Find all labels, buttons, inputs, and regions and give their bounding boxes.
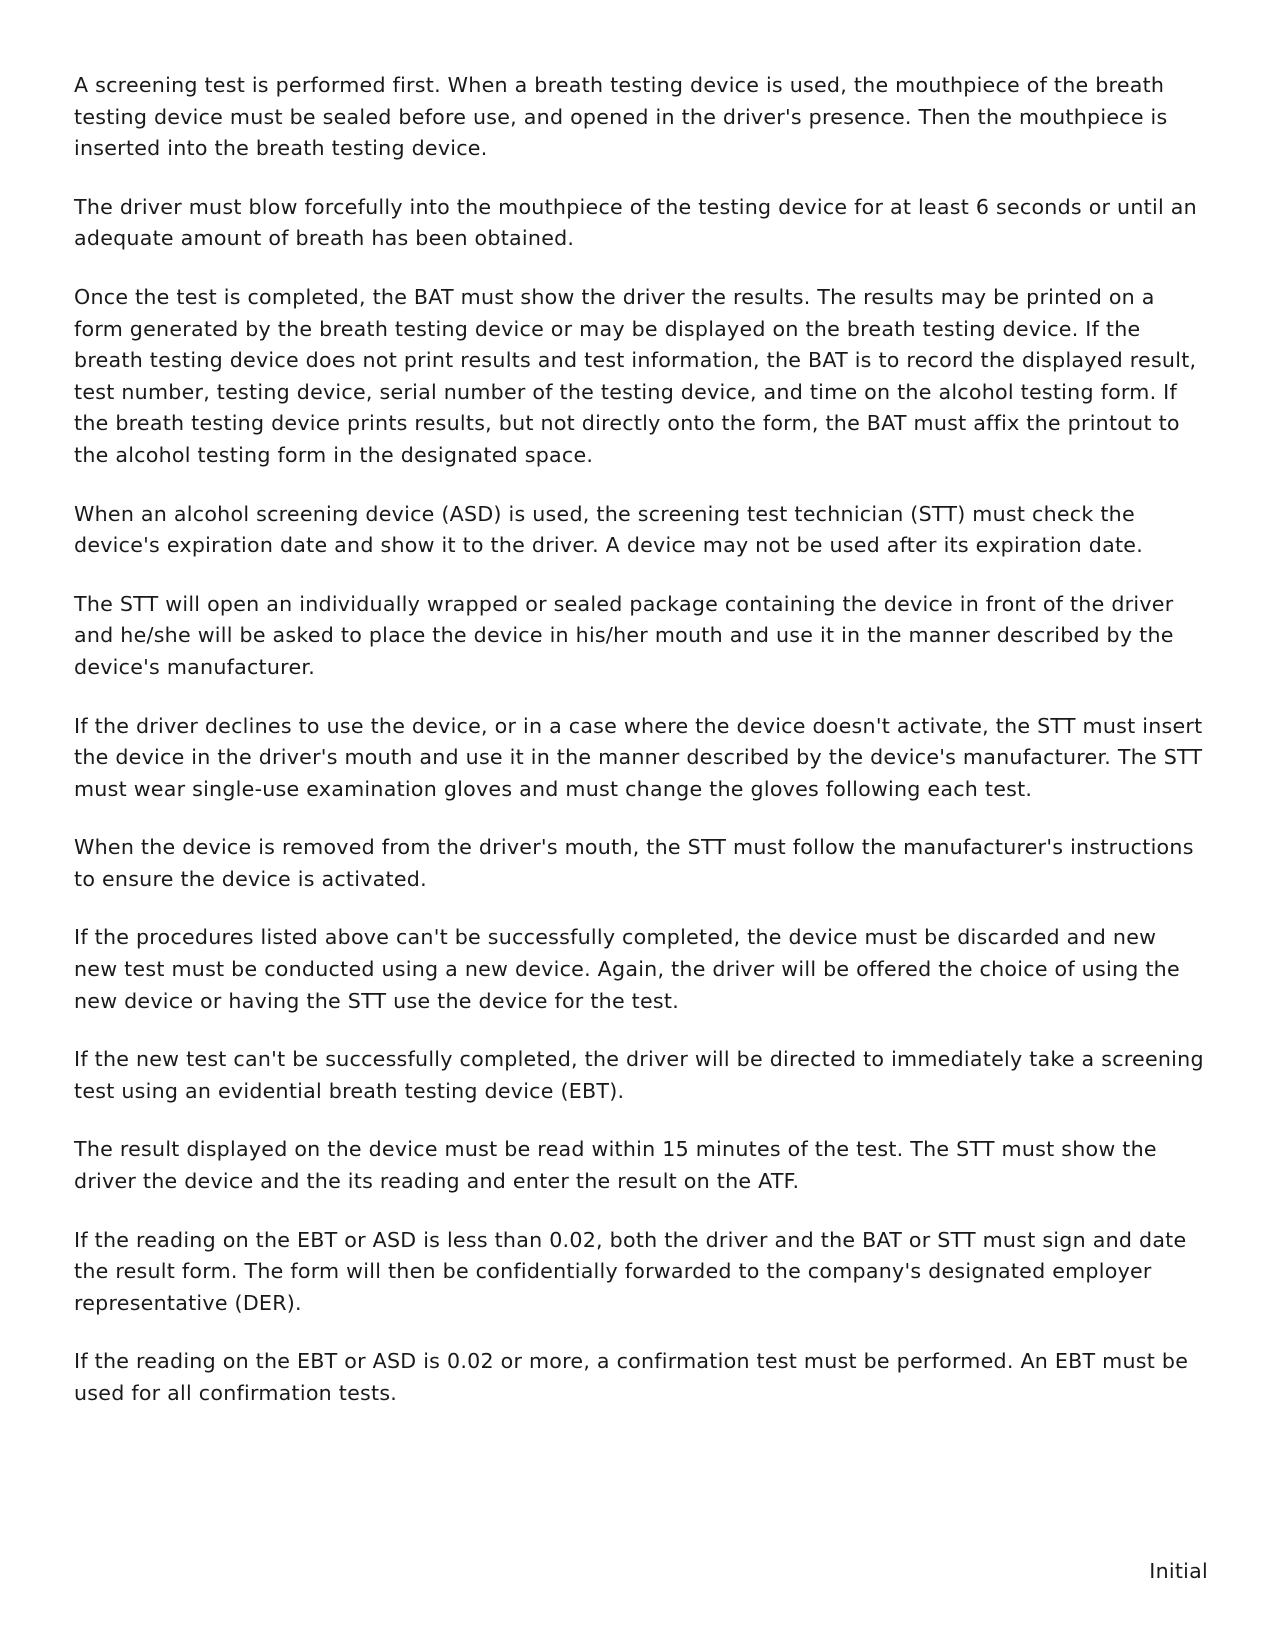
paragraph-blow-duration: The driver must blow forcefully into the mouthpiece of the testing device for at least 6 seconds or until an adequate amount of breath has been obtained. <box>74 194 1197 251</box>
document-body <box>74 70 1204 1437</box>
paragraph-read-within: The result displayed on the device must be read within 15 minutes of the test. The STT must show the driver the device and the its reading and enter the result on the ATF. <box>74 1137 1157 1194</box>
initial-label: Initial <box>1149 1559 1208 1583</box>
paragraph-results: Once the test is completed, the BAT must show the driver the results. The results may be printed on a form generated by the breath testing device or may be displayed on the breath testing device. If the breath testing device does not print results and test information, the BAT is to record the displayed result, test number, testing device, serial number of the testing device, and time on the alcohol testing form. If the breath testing device prints results, but not directly onto the form, the BAT must affix the printout to the alcohol testing form in the designated space. <box>74 284 1197 467</box>
paragraph-confirmation: If the reading on the EBT or ASD is 0.02 or more, a confirmation test must be performed. An EBT must be used for all confirmation tests. <box>74 1349 1189 1405</box>
paragraph-stt-package: The STT will open an individually wrapped or sealed package containing the device in front of the driver and he/she will be asked to place the device in his/her mouth and use it in the manner described by the device's manufacturer. <box>74 591 1174 679</box>
paragraph-screening-test: A screening test is performed first. When a breath testing device is used, the mouthpiece of the breath testing device must be sealed before use, and opened in the driver's presence. Then the mouthpiece is inserted into the breath testing device. <box>74 73 1168 161</box>
paragraph-new-test-failure: If the new test can't be successfully completed, the driver will be directed to immediately take a screening test using an evidential breath testing device (EBT). <box>74 1047 1204 1103</box>
paragraph-device-removed: When the device is removed from the driver's mouth, the STT must follow the manufacturer's instructions to ensure the device is activated. <box>74 835 1194 891</box>
paragraph-driver-declines: If the driver declines to use the device, or in a case where the device doesn't activate, the STT must insert the device in the driver's mouth and use it in the manner described by the device's manufacturer. The STT must wear single-use examination gloves and must change the gloves following each test. <box>74 713 1203 801</box>
paragraph-asd-expiration: When an alcohol screening device (ASD) is used, the screening test technician (STT) must check the device's expiration date and show it to the driver. A device may not be used after its expiration date. <box>74 501 1143 558</box>
paragraph-procedure-failure: If the procedures listed above can't be successfully completed, the device must be discarded and new new test must be conducted using a new device. Again, the driver will be offered the choice of using the new device or having the STT use the device for the test. <box>74 925 1180 1013</box>
paragraph-less-than: If the reading on the EBT or ASD is less than 0.02, both the driver and the BAT or STT must sign and date the result form. The form will then be confidentially forwarded to the company's designated employer representative (DER). <box>74 1227 1187 1315</box>
